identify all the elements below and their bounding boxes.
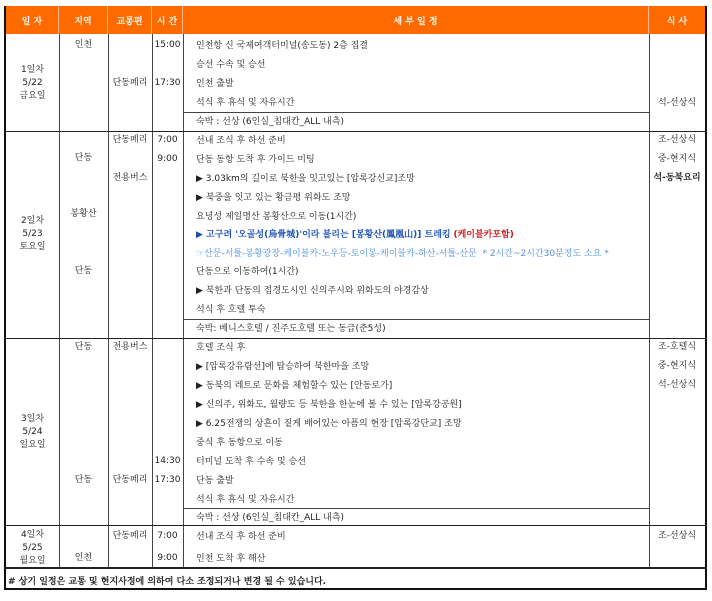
header-region: 지역 — [59, 6, 108, 34]
lodging-separator — [183, 112, 649, 113]
date-label: 5/23 — [22, 229, 43, 239]
highlight-cablecar: (케이블카포함) — [453, 230, 514, 240]
grid-line — [59, 34, 60, 567]
day2-meal: 중-현지식 — [657, 154, 697, 164]
schedule-item: 석식 후 휴식 및 자유시간 — [196, 495, 295, 505]
day1-meal: 석-선상식 — [657, 98, 697, 108]
lodging-info: 숙박 : 선상 (6인실_침대칸_ALL 내측) — [196, 513, 345, 523]
grid-line — [649, 34, 650, 567]
date-label: 5/25 — [22, 543, 43, 553]
schedule-item: ▶ 북한과 단동의 접경도시인 신의주시와 위화도의 야경감상 — [196, 286, 429, 296]
lodging-info: 숙박 : 선상 (6인실_침대칸_ALL 내측) — [196, 117, 345, 127]
day2-time: 7:00 — [157, 135, 178, 145]
footer-separator — [6, 567, 705, 569]
day3-meal: 중-현지식 — [657, 361, 697, 371]
day2-region: 단동 — [74, 153, 93, 163]
schedule-item: 단동 출발 — [196, 476, 234, 486]
header-meal: 식 사 — [649, 6, 705, 34]
schedule-item: ▶ 3.03km의 길이로 북한을 잇고있는 [압록강신교]조망 — [196, 174, 415, 184]
day3-date — [6, 413, 59, 452]
day3-transport: 전용버스 — [112, 342, 148, 352]
weekday-label: 월요일 — [19, 556, 46, 566]
day2-region: 단동 — [74, 266, 93, 276]
highlight-item — [196, 229, 514, 241]
date-label: 5/22 — [22, 78, 43, 88]
day4-time: 9:00 — [157, 553, 178, 563]
day3-time: 17:30 — [154, 475, 181, 485]
day2-time: 9:00 — [157, 154, 178, 164]
schedule-item: ▶ 신의주, 위화도, 월량도 등 북한을 한눈에 볼 수 있는 [압록강공원] — [196, 400, 462, 410]
schedule-item: 단동으로 이동하여(1시간) — [196, 267, 299, 277]
lodging-separator — [183, 508, 649, 509]
day4-transport: 단동페리 — [112, 531, 148, 541]
grid-line — [108, 34, 109, 567]
weekday-label: 일요일 — [19, 440, 46, 450]
schedule-item: 요녕성 제일명산 봉황산으로 이동(1시간) — [196, 212, 357, 222]
schedule-item: 인천항 신 국제여객터미널(송도동) 2층 집결 — [196, 41, 368, 51]
schedule-item: 단동 동항 도착 후 가이드 미팅 — [196, 155, 315, 165]
route-item — [196, 248, 609, 260]
header-day: 일 자 — [6, 6, 59, 34]
day3-region: 단동 — [74, 342, 93, 352]
day-label: 3일차 — [20, 414, 45, 424]
day-label: 1일차 — [20, 65, 45, 75]
schedule-item: ▶ 6.25전쟁의 상흔이 짙게 배어있는 아픔의 현장 [압록강단교] 조망 — [196, 419, 462, 429]
day3-region: 단동 — [74, 475, 93, 485]
itinerary-table — [4, 6, 707, 590]
day2-meal: 석-동북요리 — [653, 173, 701, 183]
day1-time: 15:00 — [154, 40, 181, 50]
weekday-label: 토요일 — [19, 242, 46, 252]
lodging-info: 숙박: 베니스호텔 / 진주도호텔 또는 동급(준5성) — [196, 324, 386, 334]
day4-date — [6, 529, 59, 568]
day1-transport: 단동페리 — [112, 78, 148, 88]
schedule-item: 석식 후 휴식 및 자유시간 — [196, 98, 295, 108]
day1-time: 17:30 — [154, 78, 181, 88]
schedule-item: 호텔 조식 후 — [196, 343, 246, 353]
day3-meal: 조-호텔식 — [657, 342, 697, 352]
day2-date — [6, 215, 59, 254]
schedule-item: 선내 조식 후 하선 준비 — [196, 136, 286, 146]
schedule-item: ▶ 북중을 잇고 있는 황금평 위화도 조망 — [196, 193, 351, 203]
day1-date — [6, 64, 59, 103]
day-label: 4일차 — [20, 530, 45, 540]
header-detail: 세 부 일 정 — [183, 6, 649, 34]
header-transport: 교통편 — [108, 6, 152, 34]
route-duration: * 2시간~2시간30분정도 소요 * — [482, 249, 609, 259]
schedule-item: 중식 후 동항으로 이동 — [196, 438, 283, 448]
day3-transport: 단동페리 — [112, 475, 148, 485]
schedule-item: 인천 도착 후 해산 — [196, 554, 266, 564]
grid-line — [152, 34, 153, 567]
schedule-item: ▶ 동북의 레트로 문화를 체험할수 있는 [안동로가] — [196, 381, 393, 391]
schedule-item: 승선 수속 및 승선 — [196, 60, 266, 70]
footer-note: # 상기 일정은 교통 및 현지사정에 의하여 다소 조정되거나 변경 될 수 있습니다. — [8, 577, 327, 587]
grid-line — [183, 34, 184, 567]
day-separator — [6, 131, 705, 132]
day2-region: 봉황산 — [70, 209, 97, 219]
day-separator — [6, 338, 705, 339]
day4-meal: 조-선상식 — [657, 531, 697, 541]
day1-region: 인천 — [74, 40, 93, 50]
schedule-item: 터미널 도착 후 수속 및 승선 — [196, 457, 306, 467]
highlight-trekking: ▶ 고구려 '오골성(烏骨城)'이라 불리는 [봉황산(鳳凰山)] 트레킹 — [196, 230, 451, 240]
route-path: ☞산문-서틀-봉황광장-케이블카-노우등-토이봉-케이블카-하산-셔틀-산문 — [196, 249, 477, 259]
schedule-item: 석식 후 호텔 투숙 — [196, 305, 266, 315]
weekday-label: 금요일 — [19, 91, 46, 101]
day-label: 2일차 — [20, 216, 45, 226]
day4-time: 7:00 — [157, 531, 178, 541]
date-label: 5/24 — [22, 427, 43, 437]
header-time: 시 간 — [152, 6, 183, 34]
day2-transport: 단동페리 — [112, 135, 148, 145]
schedule-item: ▶ [압록강유람선]에 탑승하여 북한마을 조망 — [196, 362, 370, 372]
day4-region: 인천 — [74, 553, 93, 563]
day2-transport: 전용버스 — [112, 173, 148, 183]
lodging-separator — [183, 319, 649, 320]
day-separator — [6, 525, 705, 526]
day3-meal: 석-선상식 — [657, 380, 697, 390]
day3-time: 14:30 — [154, 456, 181, 466]
schedule-item: 선내 조식 후 하선 준비 — [196, 532, 286, 542]
schedule-item: 인천 출발 — [196, 79, 234, 89]
day2-meal: 조-선상식 — [657, 135, 697, 145]
